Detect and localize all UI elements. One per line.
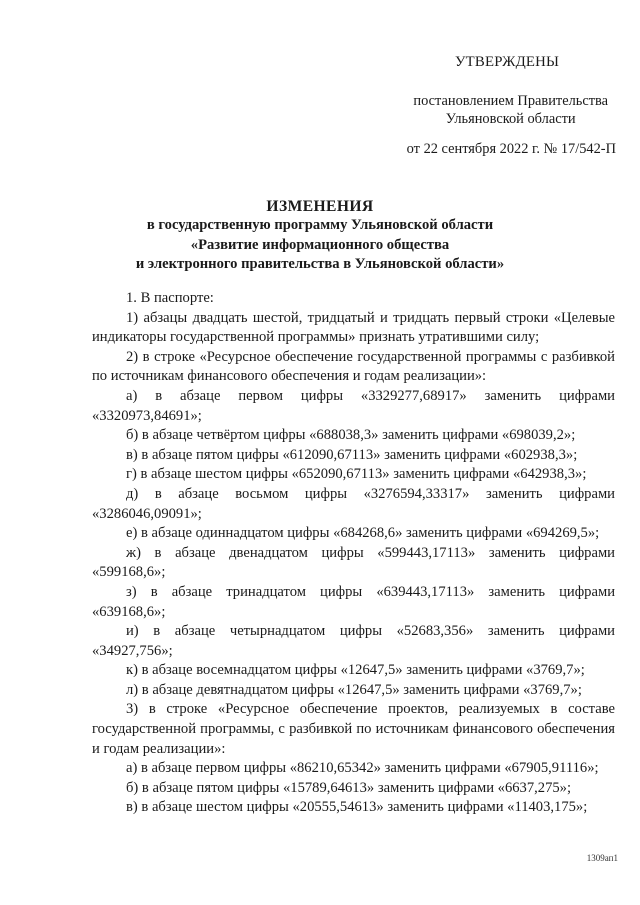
paragraph: б) в абзаце пятом цифры «15789,64613» заменить цифрами «6637,275»; bbox=[126, 779, 572, 796]
title-line-2: в государственную программу Ульяновской области bbox=[146, 217, 494, 234]
paragraph: б) в абзаце четвёртом цифры «688038,3» заменить цифрами «698039,2»; bbox=[126, 427, 576, 444]
decree-line-2: Ульяновской области bbox=[445, 111, 576, 127]
paragraph: 2) в строке «Ресурсное обеспечение государственной программы с разбивкой по источникам финансового обеспечения и годам реализации»: bbox=[92, 348, 615, 385]
paragraph: 1) абзацы двадцать шестой, тридцатый и тридцать первый строки «Целевые индикаторы государственной программы» признать утратившими силу; bbox=[92, 309, 615, 346]
paragraph: е) в абзаце одиннадцатом цифры «684268,6» заменить цифрами «694269,5»; bbox=[126, 525, 600, 542]
paragraph: к) в абзаце восемнадцатом цифры «12647,5» заменить цифрами «3769,7»; bbox=[126, 662, 585, 679]
paragraph: з) в абзаце тринадцатом цифры «639443,17113» заменить цифрами «639168,6»; bbox=[92, 583, 615, 620]
title-line-3: «Развитие информационного общества bbox=[190, 236, 450, 253]
approved-label: УТВЕРЖДЕНЫ bbox=[455, 54, 560, 70]
paragraph: ж) в абзаце двенадцатом цифры «599443,17113» заменить цифрами «599168,6»; bbox=[92, 544, 615, 581]
document-body bbox=[92, 289, 615, 818]
paragraph: а) в абзаце первом цифры «3329277,68917» заменить цифрами «3320973,84691»; bbox=[92, 387, 615, 424]
title-line-1: ИЗМЕНЕНИЯ bbox=[266, 198, 374, 215]
paragraph: в) в абзаце шестом цифры «20555,54613» заменить цифрами «11403,175»; bbox=[126, 799, 588, 816]
paragraph: д) в абзаце восьмом цифры «3276594,33317» заменить цифрами «3286046,09091»; bbox=[92, 485, 615, 522]
paragraph: г) в абзаце шестом цифры «652090,67113» заменить цифрами «642938,3»; bbox=[126, 466, 587, 483]
paragraph: л) в абзаце девятнадцатом цифры «12647,5» заменить цифрами «3769,7»; bbox=[126, 681, 582, 698]
footer-code: 1309ап1 bbox=[586, 853, 618, 863]
title-line-4: и электронного правительства в Ульяновской области» bbox=[135, 256, 505, 273]
document-title bbox=[0, 197, 640, 275]
decree-date-number: от 22 сентября 2022 г. № 17/542-П bbox=[406, 141, 616, 157]
paragraph: и) в абзаце четырнадцатом цифры «52683,356» заменить цифрами «34927,756»; bbox=[92, 623, 615, 659]
paragraph: 3) в строке «Ресурсное обеспечение проектов, реализуемых в составе государственной программы, с разбивкой по источникам финансового обеспечения и годам реализации»: bbox=[92, 701, 615, 757]
decree-reference bbox=[413, 92, 608, 128]
paragraph: в) в абзаце пятом цифры «612090,67113» заменить цифрами «602938,3»; bbox=[126, 446, 578, 463]
decree-line-1: постановлением Правительства bbox=[413, 93, 608, 109]
paragraph: а) в абзаце первом цифры «86210,65342» заменить цифрами «67905,91116»; bbox=[126, 760, 599, 777]
paragraph: 1. В паспорте: bbox=[126, 290, 214, 306]
